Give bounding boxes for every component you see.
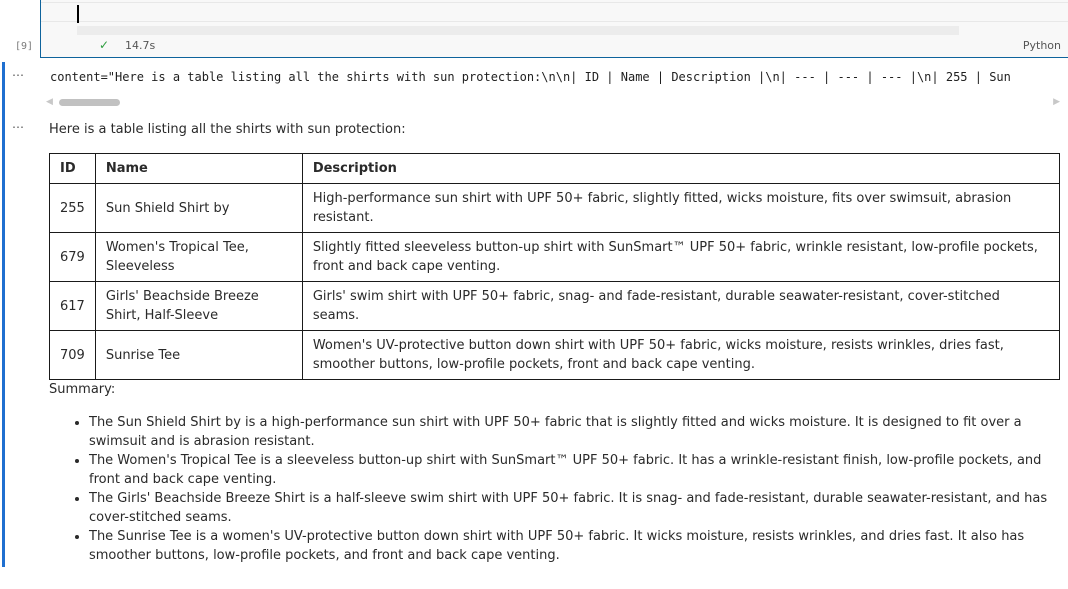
triangle-right-icon[interactable]: ▶ xyxy=(1053,97,1060,107)
list-item: • The Girls' Beachside Breeze Shirt is a half-sleeve swim shirt with UPF 50+ fabric. It is snag- and fade-resistant, durable seawater-resistant, and has cover-stitched seams. xyxy=(89,489,1060,527)
editor-horizontal-scrollbar[interactable] xyxy=(77,26,959,35)
list-item: • The Women's Tropical Tee is a sleeveless button-up shirt with SunSmart™ UPF 50+ fabric. It has a wrinkle-resistant finish, low-profile pockets, and front and back cape venting. xyxy=(89,451,1060,489)
shirts-table xyxy=(49,153,1060,380)
table-row xyxy=(50,282,1060,331)
text-caret xyxy=(77,5,79,23)
cell-description: Women's UV-protective button down shirt with UPF 50+ fabric, wicks moisture, resists wrinkles, dries fast, smoother buttons, low-profile pockets, front and back cape venting. xyxy=(302,331,1059,380)
cell-id: 679 xyxy=(50,233,96,282)
check-icon: ✓ xyxy=(99,38,110,52)
table-row xyxy=(50,233,1060,282)
cell-name: Sunrise Tee xyxy=(95,331,302,380)
intro-text: Here is a table listing all the shirts with sun protection: xyxy=(49,122,406,137)
column-header-description: Description xyxy=(302,154,1059,184)
cell-description: High-performance sun shirt with UPF 50+ fabric, slightly fitted, wicks moisture, fits over swimsuit, abrasion resistant. xyxy=(302,184,1059,233)
table-row xyxy=(50,184,1060,233)
output-horizontal-scrollbar[interactable] xyxy=(46,97,1064,107)
list-item: • The Sun Shield Shirt by is a high-performance sun shirt with UPF 50+ fabric that is slightly fitted and wicks moisture. It is designed to fit over a swimsuit and is abrasion resistant. xyxy=(89,413,1060,451)
execution-duration: 14.7s xyxy=(125,39,156,52)
cell-description: Slightly fitted sleeveless button-up shirt with SunSmart™ UPF 50+ fabric, wrinkle resistant, low-profile pockets, front and back cape venting. xyxy=(302,233,1059,282)
output-focus-bar xyxy=(2,62,5,567)
execution-count: [9] xyxy=(15,41,34,52)
cell-name: Women's Tropical Tee, Sleeveless xyxy=(95,233,302,282)
summary-label: Summary: xyxy=(49,382,116,397)
list-item: • The Sunrise Tee is a women's UV-protective button down shirt with UPF 50+ fabric. It wicks moisture, resists wrinkles, and dries fast. It also has smoother buttons, low-profile pockets, and front and back cape venting. xyxy=(89,527,1060,565)
markdown-output xyxy=(49,120,1060,565)
cell-name: Sun Shield Shirt by xyxy=(95,184,302,233)
column-header-name: Name xyxy=(95,154,302,184)
cell-id: 255 xyxy=(50,184,96,233)
cell-name: Girls' Beachside Breeze Shirt, Half-Sleeve xyxy=(95,282,302,331)
triangle-left-icon[interactable]: ◀ xyxy=(46,97,53,107)
language-indicator[interactable]: Python xyxy=(1022,39,1061,52)
ellipsis-icon[interactable]: ⋯ xyxy=(12,68,25,82)
table-row xyxy=(50,331,1060,380)
editor-line[interactable] xyxy=(41,2,1068,22)
raw-text-output: content="Here is a table listing all the shirts with sun protection:\n\n| ID | Name | Description |\n| --- | --- | --- |\n| 255 | Sun xyxy=(50,70,1011,84)
cell-id: 709 xyxy=(50,331,96,380)
table-header-row xyxy=(50,154,1060,184)
cell-description: Girls' swim shirt with UPF 50+ fabric, snag- and fade-resistant, durable seawater-resistant, cover-stitched seams. xyxy=(302,282,1059,331)
code-cell[interactable] xyxy=(40,0,1068,58)
ellipsis-icon[interactable]: ⋯ xyxy=(12,120,25,134)
cell-id: 617 xyxy=(50,282,96,331)
scrollbar-thumb[interactable] xyxy=(59,99,120,106)
column-header-id: ID xyxy=(50,154,96,184)
summary-list xyxy=(49,413,1060,565)
